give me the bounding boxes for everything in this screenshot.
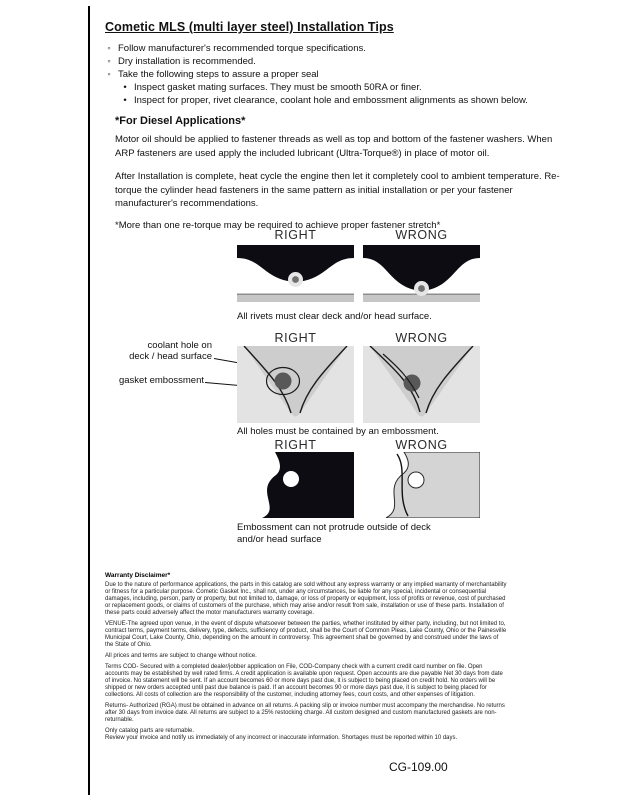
bolt-hole [283, 471, 299, 487]
tip-text: Take the following steps to assure a proper seal [118, 69, 319, 80]
warranty-paragraph: Only catalog parts are returnable. [105, 728, 195, 734]
rivet-wrong-figure [363, 245, 480, 307]
gasket-dark-shape [262, 452, 354, 518]
dot-bullet-icon: • [123, 82, 127, 93]
rivet-right-figure [237, 245, 354, 307]
coolant-hole [275, 373, 292, 390]
diagram-caption-3: Embossment can not protrude outside of deck and/or head surface [237, 522, 431, 545]
warranty-section [105, 572, 507, 746]
left-border-rule [88, 6, 90, 795]
dot-bullet-icon: • [123, 95, 127, 106]
diagram-caption-1: All rivets must clear deck and/or head surface. [237, 311, 432, 322]
tip-text: Dry installation is recommended. [118, 56, 256, 67]
wrong-label-row1: WRONG [395, 228, 448, 242]
list-item [105, 42, 585, 55]
warranty-paragraph: Review your invoice and notify us immediately of any incorrect or inaccurate information. Shortages must be reported within 10 days. [105, 735, 458, 741]
rivet-right-drawing [237, 245, 354, 307]
diesel-paragraph-1: Motor oil should be applied to fastener threads as well as top and bottom of the fastener washers. When ARP fasteners are used apply the included lubricant (Ultra-Torque®) in place of motor oil. [115, 134, 553, 159]
warranty-paragraph: Due to the nature of performance applications, the parts in this catalog are sold without any express warranty or any implied warranty of merchantability or fitness for a particular purpose. Cometic Gasket Inc., shall not, under any circumstances, be liable for any special, incidental or consequential damages, including, person, party or property, but not limited to, damage, or loss of property or equipment, loss of profits or revenue, cost of purchased or replacement goods, or claims of customers of the purchase, which may arise and/or result from sale, installation or use of these parts. Installation of these parts could adversely affect the motor manufacturers warranty coverage. [105, 582, 507, 616]
tip-text: Inspect for proper, rivet clearance, coolant hole and embossment alignments as shown below. [134, 95, 528, 106]
diagram-caption-2: All holes must be contained by an embossment. [237, 426, 439, 437]
embossment-right-figure [237, 346, 354, 423]
protrusion-right-figure [237, 452, 354, 518]
right-label-row1: RIGHT [274, 228, 317, 242]
warranty-paragraph: Returns- Authorized (RGA) must be obtained in advance on all returns. A packing slip or invoice number must accompany the merchandise. No returns after 30 days from invoice date. All returns are subject to a 25% restocking charge. All custom designed and custom manufactured gaskets are non-returnable. [105, 703, 505, 723]
protrusion-wrong-figure [363, 452, 480, 518]
protrusion-right-drawing [237, 452, 354, 518]
circle-bullet-icon: ◦ [107, 69, 111, 80]
list-sub-item [121, 81, 585, 94]
deck-surface-band [237, 294, 354, 302]
right-label-row3: RIGHT [274, 438, 317, 452]
coolant-hole-annotation-line1: coolant hole on [147, 340, 212, 351]
warranty-paragraph: VENUE-The agreed upon venue, in the event of dispute whatsoever between the parties, whether instituted by either party, including, but not limited to, contract terms, payment terms, delivery, type, defects, sufficiency of product, shall be the Court of Common Pleas, Lake County, Ohio or the Painesville Municipal Court, Lake County, Ohio, depending on the amount in controversy. This agreement shall be governed by and construed under the laws of the State of Ohio. [105, 621, 507, 648]
tips-list [105, 42, 585, 107]
embossment-right-drawing [237, 346, 354, 423]
rivet-center [418, 285, 425, 292]
circle-bullet-icon: ◦ [107, 43, 111, 54]
deck-surface-edge [237, 294, 354, 296]
bolt-hole [408, 472, 424, 488]
gasket-embossment-annotation: gasket embossment [118, 375, 204, 386]
wrong-label-row3: WRONG [395, 438, 448, 452]
embossment-wrong-drawing [363, 346, 480, 423]
page-number-code: CG-109.00 [389, 760, 448, 774]
embossment-wrong-figure [363, 346, 480, 423]
warranty-heading: Warranty Disclaimer* [105, 572, 171, 579]
wrong-label-row2: WRONG [395, 331, 448, 345]
warranty-paragraph: All prices and terms are subject to change without notice. [105, 653, 257, 659]
retorque-note: *More than one re-torque may be required to achieve proper fastener stretch* [115, 220, 441, 231]
right-label-row2: RIGHT [274, 331, 317, 345]
tip-text: Follow manufacturer's recommended torque specifications. [118, 43, 366, 54]
list-sub-item [121, 94, 585, 107]
rivet-wrong-drawing [363, 245, 480, 307]
page-title: Cometic MLS (multi layer steel) Installation Tips [105, 20, 394, 34]
list-item [105, 68, 585, 81]
diesel-paragraph-2: After Installation is complete, heat cycle the engine then let it completely cool to ambient temperature. Re-torque the cylinder head fasteners in the same pattern as initial installation or per your fastener manufacturer's recommendations. [115, 171, 560, 209]
coolant-hole-annotation-line2: deck / head surface [129, 351, 212, 362]
tip-text: Inspect gasket mating surfaces. They must be smooth 50RA or finer. [134, 82, 422, 93]
diesel-applications-heading: *For Diesel Applications* [115, 115, 246, 127]
rivet-center [292, 276, 299, 283]
warranty-paragraph: Terms COD- Secured with a completed dealer/jobber application on File, COD-Company check with a current credit card number on file. Open accounts may be established by well rated firms. A credit application is available upon request. Open accounts are due payable Net 30 days from date of invoice. No statement will be sent. If an account becomes 60 or more days past due, it is subject to being placed on credit hold. No orders will be shipped or new orders accepted until past due balance is paid. If an account becomes 90 or more days past due, it is subject to being placed for collections. All costs of collection are the responsibility of the customer, including attorney fees, court costs, and other expenses of litigation. [105, 664, 503, 698]
list-item [105, 55, 585, 68]
circle-bullet-icon: ◦ [107, 56, 111, 67]
protrusion-wrong-drawing [363, 452, 480, 518]
